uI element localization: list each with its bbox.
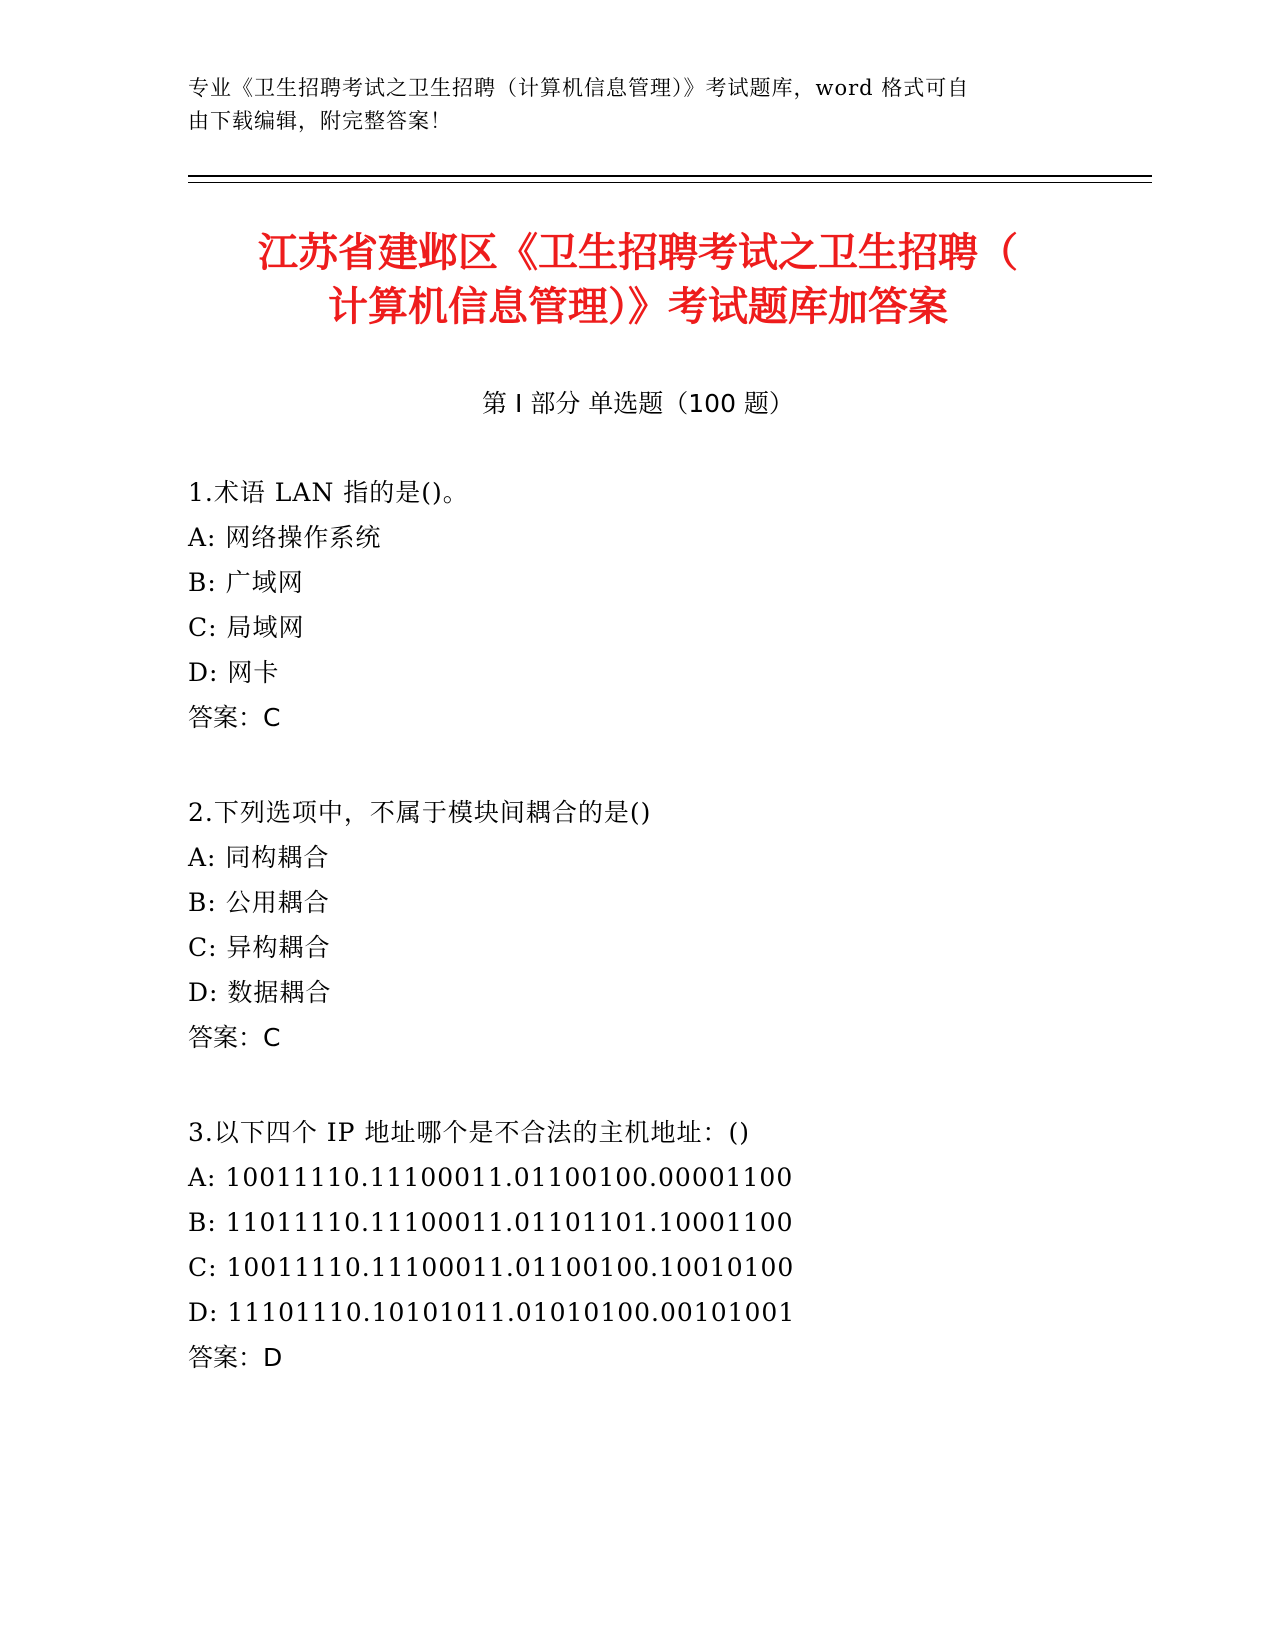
document-title-line-2: 计算机信息管理）》考试题库加答案 bbox=[328, 284, 948, 330]
option-b: B: 公用耦合 bbox=[188, 888, 330, 917]
header-divider-thin bbox=[188, 182, 1152, 183]
document-title-line-1: 江苏省建邺区《卫生招聘考试之卫生招聘（ bbox=[258, 230, 1018, 276]
question-3 bbox=[188, 1110, 1088, 1380]
answer: 答案：C bbox=[188, 1023, 281, 1052]
question-2 bbox=[188, 790, 1088, 1060]
option-a: A: 同构耦合 bbox=[188, 843, 330, 872]
option-c: C: 局域网 bbox=[188, 613, 305, 642]
question-1 bbox=[188, 470, 1088, 740]
option-b: B: 11011110.11100011.01101101.10001100 bbox=[188, 1208, 794, 1237]
option-a: A: 10011110.11100011.01100100.00001100 bbox=[188, 1163, 794, 1192]
document-title bbox=[188, 226, 1088, 334]
option-d: D: 数据耦合 bbox=[188, 978, 332, 1007]
option-b: B: 广域网 bbox=[188, 568, 304, 597]
header-note-line-1: 专业《卫生招聘考试之卫生招聘（计算机信息管理）》考试题库，word 格式可自 bbox=[188, 76, 970, 100]
header-divider-thick bbox=[188, 175, 1152, 177]
option-c: C: 10011110.11100011.01100100.10010100 bbox=[188, 1253, 795, 1282]
option-d: D: 网卡 bbox=[188, 658, 280, 687]
question-stem: 2.下列选项中，不属于模块间耦合的是() bbox=[188, 798, 652, 827]
answer: 答案：D bbox=[188, 1343, 283, 1372]
question-stem: 1.术语 LAN 指的是()。 bbox=[188, 478, 469, 507]
option-d: D: 11101110.10101011.01010100.00101001 bbox=[188, 1298, 796, 1327]
option-c: C: 异构耦合 bbox=[188, 933, 331, 962]
answer: 答案：C bbox=[188, 703, 281, 732]
question-stem: 3.以下四个 IP 地址哪个是不合法的主机地址：() bbox=[188, 1118, 750, 1147]
header-note-line-2: 由下载编辑，附完整答案！ bbox=[188, 109, 452, 133]
section-heading: 第 I 部分 单选题（100 题） bbox=[482, 389, 794, 418]
option-a: A: 网络操作系统 bbox=[188, 523, 382, 552]
header-note bbox=[188, 72, 1068, 138]
